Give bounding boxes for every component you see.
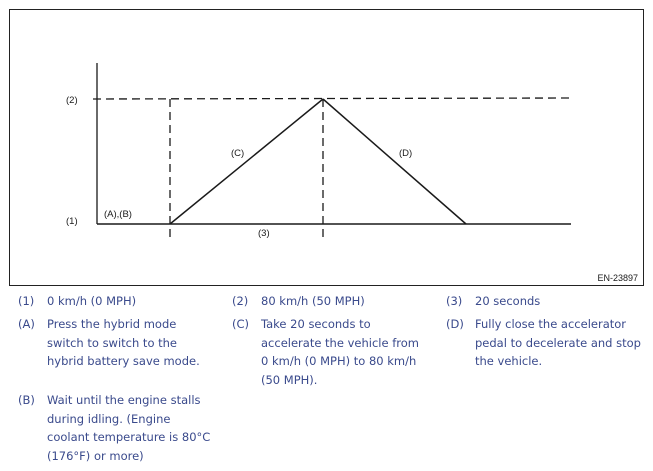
speed-profile-diagram: [9, 9, 644, 286]
segment-label-decel: (D): [399, 148, 413, 159]
y-label-top: (2): [66, 95, 78, 106]
legend-item: [0, 292, 214, 311]
legend-text: 80 km/h (50 MPH): [261, 294, 365, 308]
legend-key: (2): [232, 294, 249, 308]
acceleration-line: [170, 99, 323, 224]
deceleration-line: [323, 99, 466, 224]
legend-item: [214, 315, 428, 389]
diagram-canvas: [10, 10, 643, 285]
legend: [0, 291, 653, 471]
legend-key: (C): [232, 317, 250, 331]
x-label-duration: (3): [258, 228, 270, 239]
legend-item: [0, 315, 214, 371]
legend-key: (D): [446, 317, 464, 331]
legend-text: 20 seconds: [475, 294, 541, 308]
speed-2-dashed-line: [93, 98, 571, 99]
legend-key: (1): [18, 294, 35, 308]
legend-item: [428, 315, 650, 371]
legend-text: Wait until the engine stalls during idling. (Engine coolant temperature is 80°C (176°F) or more): [47, 393, 211, 463]
legend-item: [0, 391, 214, 465]
legend-item: [428, 292, 650, 311]
legend-text: 0 km/h (0 MPH): [47, 294, 137, 308]
segment-label-accel: (C): [231, 148, 245, 159]
legend-key: (B): [18, 393, 35, 407]
legend-text: Take 20 seconds to accelerate the vehicle from 0 km/h (0 MPH) to 80 km/h (50 MPH).: [261, 317, 419, 387]
segment-label-start: (A),(B): [104, 209, 132, 220]
legend-key: (3): [446, 294, 463, 308]
legend-key: (A): [18, 317, 35, 331]
legend-text: Press the hybrid mode switch to switch to the hybrid battery save mode.: [47, 317, 200, 368]
legend-item: [214, 292, 428, 311]
legend-text: Fully close the accelerator pedal to decelerate and stop the vehicle.: [475, 317, 641, 368]
y-label-bottom: (1): [66, 216, 78, 227]
figure-id: EN-23897: [597, 273, 638, 283]
